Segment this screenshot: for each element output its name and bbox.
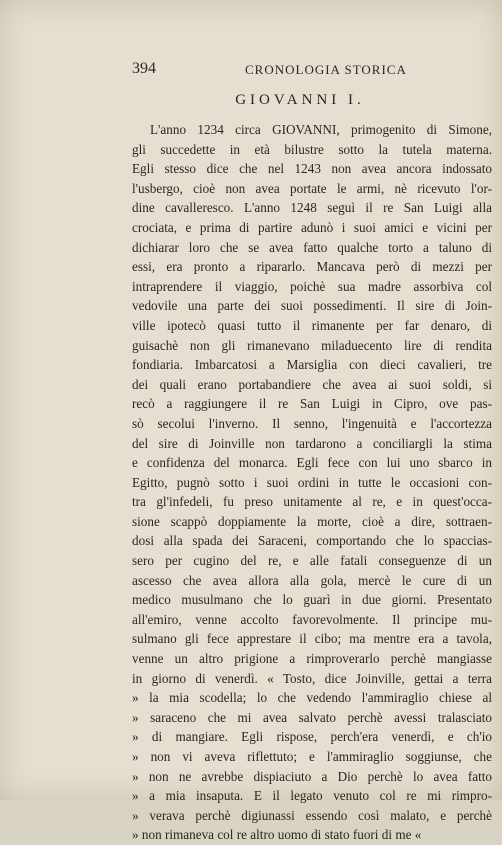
text-line: » la mia scodella; lo che vedendo l'ammiraglio chiese al [132,690,492,706]
text-line: l'usbergo, cioè non avea portate le armi, nè ricevuto l'or- [132,180,492,196]
text-line: fondiaria. Imbarcatosi a Marsiglia con dieci cavalieri, tre [132,357,492,373]
text-line: vedovile una parte dei suoi possedimenti. Il sire di Join- [132,298,492,314]
text-line: L'anno 1234 circa GIOVANNI, primogenito di Simone, [150,122,492,137]
page-header [120,60,462,80]
text-line: sero per cugino del re, e alle fatali conseguenze di un [132,553,492,569]
body-text [132,120,492,845]
running-head: CRONOLOGIA STORICA [245,62,407,77]
text-line: medico musulmano che lo guarì in due giorni. Presentato [132,592,492,608]
text-line: recò a raggiungere il re San Luigi in Cipro, ove pas- [132,396,492,412]
text-line: » non ne avrebbe dispiaciuto a Dio perchè lo avea fatto [132,768,492,784]
text-line: dine cavalleresco. L'anno 1248 seguì il re San Luigi alla [132,200,492,216]
text-line: gli succedette in età bilustre sotto la tutela materna. [132,141,492,157]
text-line: » verava perchè digiunassi essendo così malato, e perchè [132,807,492,823]
text-line: ville ipotecò quasi tutto il rimanente per far denaro, di [132,317,492,333]
text-line: dei quali erano portabandiere che avea ai suoi soldi, si [132,376,492,392]
text-line: Egli stesso dice che nel 1243 non avea ancora indossato [132,161,492,177]
text-line: sulmano gli fece apprestare il cibo; ma mentre era a tavola, [132,631,492,647]
text-line: » di mangiare. Egli rispose, perch'era venerdì, e ch'io [132,729,492,745]
text-line: in giorno di venerdì. « Tosto, dice Joinville, gettai a terra [132,670,492,686]
text-line: essi, era pronto a ripararlo. Mancava però di mezzi per [132,259,492,275]
text-line: » non rimaneva col re altro uomo di stato fuori di me « [132,827,422,843]
text-line: Egitto, pugnò sotto i suoi ordini in tutte le occasioni con- [132,474,492,490]
page-number: 394 [132,60,156,77]
text-line: dichiarar loro che se avea fatto qualche torto a taluno di [132,239,492,255]
text-line: » non vi aveva riflettuto; e l'ammiraglio soggiunse, che [132,749,492,764]
text-line: del sire di Joinville non tardarono a conciliargli la stima [132,435,492,451]
text-line: all'emiro, venne accolto favorevolmente. Il principe mu- [132,611,492,627]
text-line: sione scappò doppiamente la morte, cioè a dire, sottraen- [132,513,492,529]
text-line: venne un altro prigione a rimproverarlo perchè mangiasse [132,651,492,667]
text-line: dosi alla spada dei Saraceni, comportando che lo spaccias- [132,533,492,549]
text-line: guisachè non gli rimanevano miladuecento lire di rendita [132,337,492,353]
text-line: e confidenza del monarca. Egli fece con lui uno sbarco in [132,455,492,471]
text-line: tra gl'infedeli, fu preso unitamente al re, e in quest'occa- [132,494,492,510]
text-line: intraprendere il viaggio, poichè sua madre assorbiva col [132,278,492,294]
text-line: » saraceno che mi avea salvato perchè avessi tralasciato [132,709,492,725]
text-line: sò secolui l'inverno. Il senno, l'ingenuità e l'accortezza [132,415,492,431]
text-line: ascesso che avea allora alla gola, mercè le cure di un [132,572,492,588]
text-line: » a mia insaputa. E il legato venuto col re mi rimpro- [132,788,492,804]
section-title: GIOVANNI I. [235,92,365,108]
text-line: crociata, e prima di partire adunò i suoi amici e vicini per [132,219,492,235]
